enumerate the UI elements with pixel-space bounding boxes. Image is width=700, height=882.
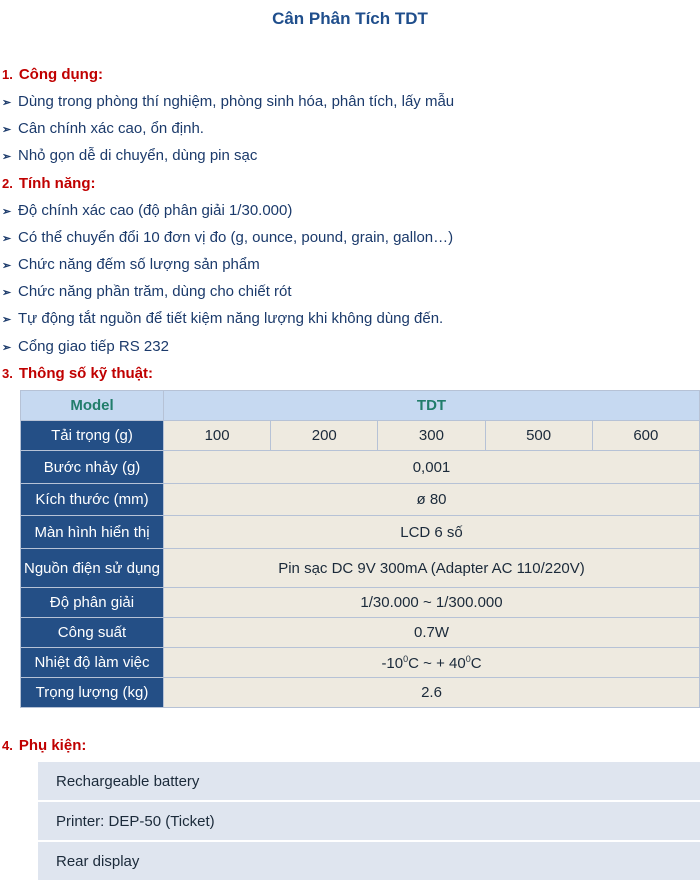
capacity-cell: 100 bbox=[164, 421, 270, 450]
table-row bbox=[21, 421, 699, 450]
row-label: Nhiệt độ làm việc bbox=[21, 648, 163, 677]
list-item-text: Nhỏ gọn dễ di chuyển, dùng pin sạc bbox=[18, 147, 258, 164]
list-item-text: Có thể chuyển đổi 10 đơn vị đo (g, ounce, pound, grain, gallon…) bbox=[18, 229, 454, 246]
row-label: Nguồn điện sử dụng bbox=[21, 549, 163, 587]
table-row bbox=[21, 648, 699, 677]
capacity-cell: 200 bbox=[271, 421, 377, 450]
row-label: Màn hình hiển thị bbox=[21, 516, 163, 548]
capacity-cell: 600 bbox=[593, 421, 699, 450]
degree-sup: 0 bbox=[403, 653, 409, 664]
list-item bbox=[2, 120, 204, 137]
row-value: Pin sạc DC 9V 300mA (Adapter AC 110/220V) bbox=[164, 549, 699, 587]
table-row bbox=[21, 588, 699, 617]
section-heading-specs bbox=[2, 365, 153, 382]
page-title: Cân Phân Tích TDT bbox=[272, 9, 428, 28]
list-item bbox=[2, 338, 169, 355]
section-label: Thông số kỹ thuật: bbox=[18, 365, 154, 382]
list-item bbox=[2, 202, 292, 219]
list-item bbox=[2, 229, 453, 246]
list-item bbox=[2, 283, 292, 300]
accessory-item bbox=[38, 842, 700, 880]
table-header-row bbox=[21, 391, 699, 420]
arrow-bullet-icon: ➢ bbox=[2, 233, 12, 245]
row-label: Bước nhảy (g) bbox=[21, 451, 163, 483]
arrow-bullet-icon: ➢ bbox=[2, 151, 12, 163]
degree-sup: 0 bbox=[465, 653, 471, 664]
capacity-cell: 300 bbox=[378, 421, 484, 450]
arrow-bullet-icon: ➢ bbox=[2, 97, 12, 109]
list-item bbox=[2, 310, 443, 327]
accessory-label: Rechargeable battery bbox=[56, 772, 200, 790]
list-item-text: Độ chính xác cao (độ phân giải 1/30.000) bbox=[18, 202, 293, 219]
list-item-text: Cổng giao tiếp RS 232 bbox=[18, 338, 169, 355]
row-value: ø 80 bbox=[164, 484, 699, 515]
list-item bbox=[2, 256, 260, 273]
list-item-text: Chức năng đếm số lượng sản phẩm bbox=[18, 256, 260, 273]
section-number: 4. bbox=[2, 738, 13, 753]
row-value: 0,001 bbox=[164, 451, 699, 483]
accessory-item bbox=[38, 802, 700, 840]
arrow-bullet-icon: ➢ bbox=[2, 342, 12, 354]
row-label: Độ phân giải bbox=[21, 588, 163, 617]
accessory-label: Printer: DEP-50 (Ticket) bbox=[56, 812, 215, 830]
temp-unit: C bbox=[470, 654, 482, 672]
section-label: Công dụng: bbox=[18, 66, 103, 83]
arrow-bullet-icon: ➢ bbox=[2, 206, 12, 218]
table-row bbox=[21, 549, 699, 587]
table-row bbox=[21, 618, 699, 647]
arrow-bullet-icon: ➢ bbox=[2, 260, 12, 272]
row-label: Kích thước (mm) bbox=[21, 484, 163, 515]
arrow-bullet-icon: ➢ bbox=[2, 314, 12, 326]
section-label: Phụ kiện: bbox=[18, 737, 87, 754]
accessory-item bbox=[38, 762, 700, 800]
table-header-model-value: TDT bbox=[164, 391, 699, 420]
arrow-bullet-icon: ➢ bbox=[2, 124, 12, 136]
row-label: Công suất bbox=[21, 618, 163, 647]
list-item-text: Dùng trong phòng thí nghiệm, phòng sinh hóa, phân tích, lấy mẫu bbox=[18, 93, 455, 110]
list-item-text: Cân chính xác cao, ổn định. bbox=[18, 120, 204, 137]
list-item-text: Chức năng phần trăm, dùng cho chiết rót bbox=[18, 283, 292, 300]
table-row bbox=[21, 484, 699, 515]
row-label-capacity: Tải trọng (g) bbox=[21, 421, 163, 450]
temp-range: C ~ + 40 bbox=[408, 654, 466, 672]
row-value: LCD 6 số bbox=[164, 516, 699, 548]
table-row bbox=[21, 678, 699, 707]
section-heading-features bbox=[2, 175, 96, 192]
spec-table bbox=[20, 390, 700, 708]
list-item bbox=[2, 147, 257, 164]
row-label: Trọng lượng (kg) bbox=[21, 678, 163, 707]
arrow-bullet-icon: ➢ bbox=[2, 287, 12, 299]
row-value: 1/30.000 ~ 1/300.000 bbox=[164, 588, 699, 617]
list-item-text: Tự động tắt nguồn để tiết kiệm năng lượng khi không dùng đến. bbox=[18, 310, 444, 327]
row-value bbox=[164, 648, 699, 677]
row-value: 2.6 bbox=[164, 678, 699, 707]
section-number: 2. bbox=[2, 176, 13, 191]
list-item bbox=[2, 93, 454, 110]
capacity-cell: 500 bbox=[486, 421, 592, 450]
table-row bbox=[21, 516, 699, 548]
temp-min: -10 bbox=[381, 654, 404, 672]
section-heading-accessories bbox=[2, 737, 86, 754]
table-row bbox=[21, 451, 699, 483]
table-header-model: Model bbox=[21, 391, 163, 420]
accessory-label: Rear display bbox=[56, 852, 140, 870]
section-heading-uses bbox=[2, 66, 103, 83]
section-number: 1. bbox=[2, 67, 13, 82]
section-label: Tính năng: bbox=[18, 175, 96, 192]
row-value: 0.7W bbox=[164, 618, 699, 647]
section-number: 3. bbox=[2, 366, 13, 381]
